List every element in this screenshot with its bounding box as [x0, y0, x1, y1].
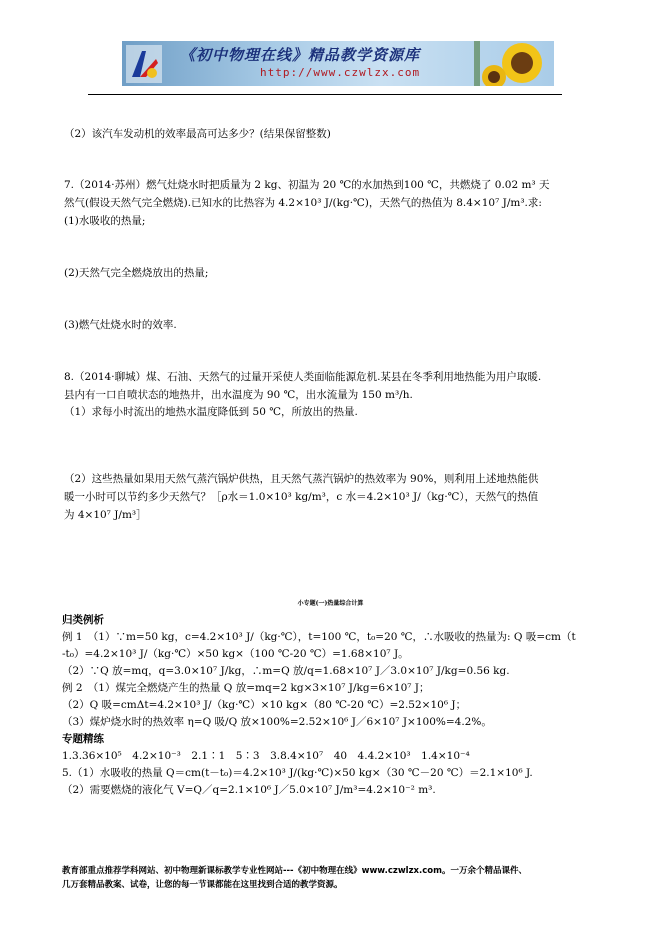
footer-line-2: 几万套精品教案、试卷，让您的每一节课都能在这里找到合适的教学资源。 — [62, 880, 343, 890]
question-7-part-3: (3)燃气灶烧水时的效率. — [64, 319, 177, 331]
question-8-part-2-line-3: 为 4×10⁷ J/m³］ — [64, 509, 147, 521]
question-7-line-1: 7.（2014·苏州）燃气灶烧水时把质量为 2 kg、初温为 20 ℃的水加热到100 ℃，共燃烧了 0.02 m³ 天 — [64, 179, 550, 191]
answer-practice-1-4: 1.3.36×10⁵ 4.2×10⁻³ 2.1∶1 5∶3 3.8.4×10⁷ 40 4.4.2×10³ 1.4×10⁻⁴ — [62, 750, 470, 762]
answer-heading-examples: 归类例析 — [62, 614, 104, 626]
answer-example-1-line-2: -t₀）=4.2×10³ J/（kg·℃）×50 kg×（100 ℃-20 ℃）=1.68×10⁷ J。 — [62, 648, 409, 660]
banner-url: http://www.czwlzx.com — [260, 66, 421, 79]
question-8-line-1: 8.（2014·聊城）煤、石油、天然气的过量开采使人类面临能源危机.某县在冬季利用地热能为用户取暖. — [64, 371, 542, 383]
header-rule — [88, 94, 562, 95]
question-8-line-2: 县内有一口自喷状态的地热井，出水温度为 90 ℃，出水流量为 150 m³/h. — [64, 389, 413, 401]
answer-practice-5-part-2: （2）需要燃烧的液化气 V=Q／q=2.1×10⁶ J／5.0×10⁷ J/m³=4.2×10⁻² m³. — [62, 784, 436, 796]
answer-example-1-line-1: 例 1 （1）∵m=50 kg，c=4.2×10³ J/（kg·℃），t=100 ℃，t₀=20 ℃，∴水吸收的热量为: Q 吸=cm（t — [62, 631, 576, 643]
footer-line-1: 教育部重点推荐学科网站、初中物理新课标教学专业性网站---《初中物理在线》www.czwlzx.com。一万余个精品课件、 — [62, 866, 527, 876]
answer-practice-5-part-1: 5.（1）水吸收的热量 Q＝cm(t－t₀)＝4.2×10³ J/(kg·℃)×50 kg×（30 ℃－20 ℃）＝2.1×10⁶ J. — [62, 767, 533, 779]
answer-example-2-line-2: （2）Q 吸=cmΔt=4.2×10³ J/（kg·℃）×10 kg×（80 ℃-20 ℃）=2.52×10⁶ J； — [62, 699, 467, 711]
answer-section-title: 小专题(一)热量综合计算 — [297, 600, 364, 607]
sunflower-icon — [474, 41, 554, 86]
answer-heading-practice: 专题精练 — [62, 733, 104, 745]
header-banner — [122, 41, 554, 86]
banner-title: 《初中物理在线》精品教学资源库 — [180, 46, 421, 64]
question-7-line-2: 然气(假设天然气完全燃烧).已知水的比热容为 4.2×10³ J/(kg·℃)，天然气的热值为 8.4×10⁷ J/m³.求: — [64, 197, 542, 209]
question-7-part-1: (1)水吸收的热量; — [64, 215, 146, 227]
question-7-part-2: (2)天然气完全燃烧放出的热量; — [64, 267, 209, 279]
answer-example-2-line-1: 例 2 （1）煤完全燃烧产生的热量 Q 放=mq=2 kg×3×10⁷ J/kg=6×10⁷ J； — [62, 682, 430, 694]
question-8-part-2-line-2: 暖一小时可以节约多少天然气？［ρ水＝1.0×10³ kg/m³，c 水＝4.2×10³ J/（kg·℃），天然气的热值 — [64, 491, 539, 503]
answer-example-1-line-3: （2）∵Q 放=mq，q=3.0×10⁷ J/kg，∴m=Q 放/q=1.68×10⁷ J／3.0×10⁷ J/kg=0.56 kg. — [62, 665, 510, 677]
answer-example-2-line-3: （3）煤炉烧水时的热效率 η=Q 吸/Q 放×100%=2.52×10⁶ J／6×10⁷ J×100%=4.2%。 — [62, 716, 492, 728]
logo-icon — [126, 45, 162, 83]
question-6-part-2: （2）该汽车发动机的效率最高可达多少？(结果保留整数) — [64, 128, 331, 140]
question-8-part-1: （1）求每小时流出的地热水温度降低到 50 ℃，所放出的热量. — [64, 406, 358, 418]
question-8-part-2-line-1: （2）这些热量如果用天然气蒸汽锅炉供热，且天然气蒸汽锅炉的热效率为 90%，则利用上述地热能供 — [64, 473, 539, 485]
